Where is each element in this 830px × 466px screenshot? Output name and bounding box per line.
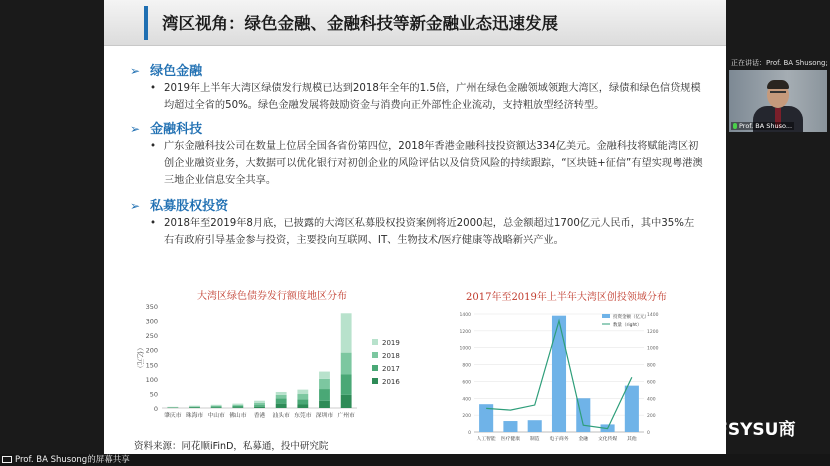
y-tick-label: 0 <box>153 405 158 413</box>
participant-video-tile[interactable] <box>729 70 827 132</box>
legend-swatch <box>372 365 378 371</box>
x-tick-label: 佛山市 <box>229 413 247 419</box>
screen-share-label: Prof. BA Shusong的屏幕共享 <box>2 454 130 466</box>
section-heading-green-finance: ➢ 绿色金融 <box>130 64 203 79</box>
bullet-dot-icon: • <box>150 83 157 94</box>
x-tick-label: 珠海市 <box>185 413 204 419</box>
y-tick-label: 200 <box>145 346 158 355</box>
video-tile-name: Prof. BA Shuso... <box>731 122 794 130</box>
section-heading-private-equity: ➢ 私募股权投资 <box>130 199 229 214</box>
title-accent-bar <box>144 6 148 40</box>
section-heading-fintech: ➢ 金融科技 <box>130 122 203 137</box>
y2-tick-label: 0 <box>647 431 650 436</box>
bar-segment-2018 <box>319 379 330 389</box>
bar-segment-2018 <box>254 403 265 405</box>
shared-slide <box>104 0 726 454</box>
screen-share-bar[interactable] <box>0 454 830 466</box>
source-note: 资料来源：同花顺iFinD，私募通，投中研究院 <box>134 441 329 452</box>
x-tick-label: 人工智能 <box>476 437 496 442</box>
chart-title-green-bonds: 大湾区绿色债券发行额度地区分布 <box>197 291 347 302</box>
bar-segment-2018 <box>211 406 222 407</box>
y-tick-label: 50 <box>149 390 158 399</box>
legend-label: 2017 <box>382 365 400 373</box>
arrow-bullet-icon: ➢ <box>130 122 141 136</box>
arrow-bullet-icon: ➢ <box>130 64 141 78</box>
bar-segment-2017 <box>211 407 222 408</box>
legend-swatch-bar <box>602 314 610 318</box>
microphone-icon <box>733 123 737 129</box>
bar-segment-2016 <box>189 407 200 408</box>
x-tick-label: 中山市 <box>207 413 225 419</box>
bar-segment-2019 <box>297 390 308 394</box>
y2-tick-label: 1400 <box>647 313 659 318</box>
x-tick-label: 医疗健康 <box>500 437 521 442</box>
bullet-dot-icon: • <box>150 218 157 229</box>
y-axis-label: （亿元） <box>136 344 144 372</box>
bar <box>528 420 542 432</box>
bar-segment-2016 <box>232 407 243 408</box>
y-tick-label: 0 <box>468 431 471 436</box>
bar-segment-2019 <box>319 372 330 379</box>
x-tick-label: 制造 <box>529 437 540 442</box>
bar-segment-2016 <box>297 405 308 408</box>
y-tick-label: 1200 <box>459 329 471 335</box>
bar-segment-2017 <box>232 406 243 407</box>
bar <box>552 316 566 432</box>
y2-tick-label: 1000 <box>647 346 659 352</box>
legend-label: 2018 <box>382 352 400 360</box>
screen-share-icon <box>2 456 12 463</box>
y-tick-label: 1400 <box>459 313 471 318</box>
green-bond-stacked-bar-chart <box>122 300 422 428</box>
bar-segment-2017 <box>319 389 330 401</box>
legend-label: 2016 <box>382 378 400 386</box>
bar-segment-2019 <box>341 313 352 352</box>
bar-segment-2017 <box>189 407 200 408</box>
vc-sector-combo-chart <box>454 300 664 452</box>
x-tick-label: 深圳市 <box>315 413 334 419</box>
bar-segment-2016 <box>211 407 222 408</box>
bar-segment-2018 <box>232 405 243 406</box>
bar-segment-2018 <box>341 353 352 375</box>
bar-segment-2019 <box>211 405 222 406</box>
active-speaker-label: 正在讲话：Prof. BA Shusong; <box>731 59 828 67</box>
x-tick-label: 香港 <box>253 413 266 419</box>
x-tick-label: 广州市 <box>337 413 355 419</box>
y-tick-label: 300 <box>145 317 158 326</box>
bar-segment-2019 <box>232 404 243 405</box>
wechat-watermark: NFSYSU商 <box>680 415 795 440</box>
y-tick-label: 100 <box>145 375 158 384</box>
x-tick-label: 肇庆市 <box>164 413 182 419</box>
section-text-green-finance: • 2019年上半年大湾区绿债发行规模已达到2018年全年的1.5倍，广州在绿色金融领域领跑大湾区，绿债和绿色信贷规模均超过全省的50%。绿色金融发展将鼓励资金与消费向正外部性企业流动，支持粗放型经济转型。 <box>164 80 704 114</box>
legend-label: 数量（right） <box>613 323 642 328</box>
bar-segment-2016 <box>341 395 352 408</box>
bar <box>503 421 517 432</box>
legend-label: 2019 <box>382 339 400 347</box>
section-text-private-equity: • 2018年至2019年8月底，已披露的大湾区私募股权投资案例将近2000起，总金额超过1700亿元人民币，其中35%左右有政府引导基金参与投资，主要投向互联网、IT、生物技术/医疗健康等战略新兴产业。 <box>164 215 704 249</box>
bar-segment-2018 <box>189 406 200 407</box>
bar-segment-2017 <box>254 405 265 407</box>
wechat-icon <box>680 423 698 437</box>
y2-tick-label: 1200 <box>647 329 659 335</box>
bar-segment-2019 <box>189 406 200 407</box>
section-text-fintech: • 广东金融科技公司在数量上位居全国各省份第四位，2018年香港金融科技投资额达334亿美元。金融科技将赋能湾区初创企业融资业务，大数据可以优化银行对初创企业的风险评估以及信贷风险的持续跟踪，“区块链+征信”有望实现粤港澳三地企业信息安全共享。 <box>164 138 704 189</box>
bar-segment-2017 <box>276 398 287 403</box>
x-tick-label: 文化传媒 <box>597 437 618 442</box>
y2-tick-label: 200 <box>647 414 656 420</box>
x-tick-label: 电子商务 <box>549 437 569 442</box>
y-tick-label: 200 <box>462 414 471 420</box>
bar <box>625 386 639 432</box>
bar-segment-2016 <box>319 401 330 408</box>
y-tick-label: 400 <box>462 397 471 403</box>
slide-title-bar <box>104 0 726 46</box>
y-tick-label: 150 <box>145 361 158 370</box>
y2-tick-label: 800 <box>647 363 656 369</box>
bar-segment-2019 <box>254 401 265 403</box>
y2-tick-label: 600 <box>647 380 656 386</box>
bar-segment-2017 <box>297 399 308 404</box>
legend-swatch <box>372 352 378 358</box>
arrow-bullet-icon: ➢ <box>130 199 141 213</box>
bar-segment-2016 <box>276 404 287 408</box>
chart-title-vc-sectors: 2017年至2019年上半年大湾区创投领域分布 <box>466 292 667 303</box>
y-tick-label: 800 <box>462 363 471 369</box>
bullet-dot-icon: • <box>150 141 157 152</box>
bar-segment-2018 <box>276 395 287 398</box>
y2-tick-label: 400 <box>647 397 656 403</box>
bar-segment-2016 <box>254 407 265 408</box>
y-tick-label: 1000 <box>459 346 471 352</box>
x-tick-label: 其他 <box>627 437 637 442</box>
x-tick-label: 金融 <box>578 437 589 442</box>
bar-segment-2017 <box>341 374 352 394</box>
y-tick-label: 250 <box>145 332 158 341</box>
slide-title: 湾区视角：绿色金融、金融科技等新金融业态迅速发展 <box>162 14 558 33</box>
legend-label: 投资金额（亿元） <box>613 315 649 320</box>
x-tick-label: 东莞市 <box>294 413 312 419</box>
bar-segment-2018 <box>297 394 308 399</box>
x-tick-label: 汕头市 <box>272 413 290 419</box>
y-tick-label: 600 <box>462 380 471 386</box>
legend-swatch <box>372 339 378 345</box>
bar-segment-2019 <box>276 392 287 395</box>
y-tick-label: 350 <box>145 303 158 311</box>
legend-swatch <box>372 378 378 384</box>
